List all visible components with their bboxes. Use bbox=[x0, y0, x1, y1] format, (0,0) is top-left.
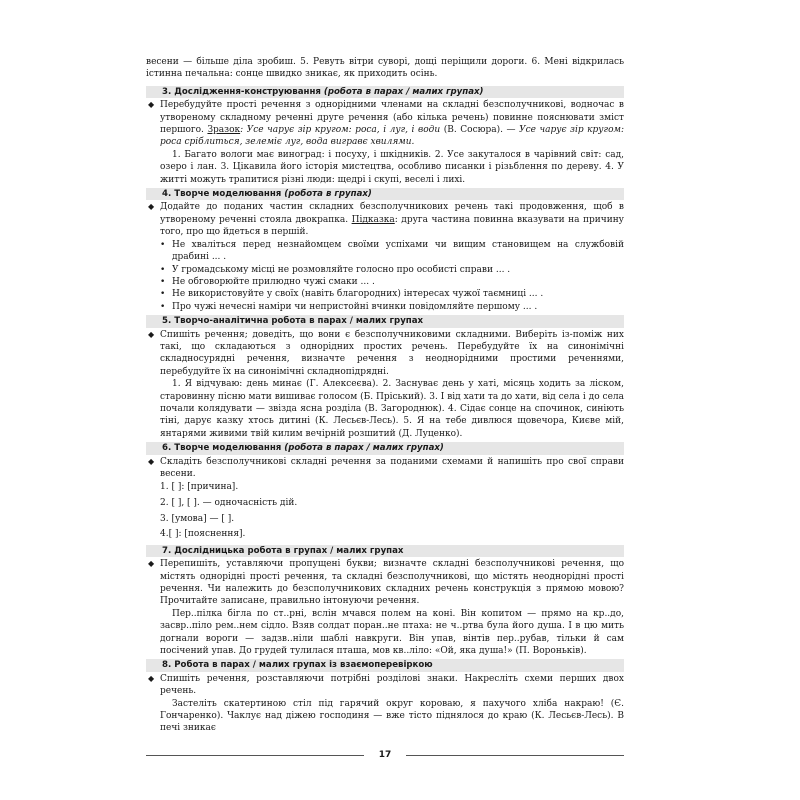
bullet-icon: • bbox=[160, 289, 166, 300]
diamond-bullet-icon: ◆ bbox=[148, 673, 155, 683]
schema-item: 3. [умова] — [ ]. bbox=[160, 513, 235, 524]
diamond-bullet-icon: ◆ bbox=[148, 100, 155, 110]
intro-paragraph: весени — більше діла зробиш. 5. Ревуть вітри суворі, дощі періщили дороги. 6. Мені відкрилась істинна печальна: сонце швидко зникає, як приходить осінь. bbox=[146, 57, 624, 80]
diamond-bullet-icon: ◆ bbox=[148, 329, 155, 339]
list-item: • Про чужі нечесні наміри чи непристойні вчинки повідомляйте першому ... . bbox=[160, 301, 538, 312]
section-3-exercise: 1. Багато вологи має виноград: і посуху, і шкідників. 2. Усе закуталося в чарівний світ: сад, озеро і лан. 3. Цікавила його історія мистецтва, особливо писанки і різьблення по дереву. 4. У житті можуть трапитися різні люди: щедрі і скупі, веселі і лихі. bbox=[160, 149, 624, 185]
section-6-instruction: Складіть безсполучникові складні речення за поданими схемами й напишіть про свої справи весени. bbox=[160, 456, 624, 479]
list-item: • У громадському місці не розмовляйте голосно про особисті справи ... . bbox=[160, 264, 511, 275]
bullet-icon: • bbox=[160, 239, 166, 250]
section-8-title: 8. Робота в парах / малих групах із взаємоперевіркою bbox=[162, 660, 433, 671]
section-8-heading bbox=[146, 659, 624, 671]
sample-text-2: Усе чарує зір кругом: роса сріблиться, зелеміє луг, вода вигравє хвилями. bbox=[160, 125, 624, 148]
sample-label: Зразок bbox=[207, 125, 241, 136]
section-3-instruction: Перебудуйте прості речення з однорідними членами на складні безсполучникові, водночас в утвореному складному реченні друге речення (або кілька речень) повинне пояснювати зміст першого. bbox=[160, 100, 624, 136]
schema-item: 1. [ ]: [причина]. bbox=[160, 482, 239, 493]
section-4-mode: (робота в групах) bbox=[284, 189, 372, 200]
section-5-heading bbox=[146, 315, 624, 327]
schema-item: 2. [ ], [ ]. — одночасність дій. bbox=[160, 498, 298, 508]
section-6 bbox=[146, 442, 624, 543]
schema-list bbox=[146, 480, 624, 542]
hint-text: : друга частина повинна вказувати на причину того, про що йдеться в першій. bbox=[160, 214, 624, 238]
section-6-title: 6. Творче моделювання bbox=[162, 443, 282, 454]
section-4-heading bbox=[146, 188, 624, 200]
section-5 bbox=[146, 315, 624, 440]
page-body bbox=[146, 56, 624, 768]
page-number: 17 bbox=[378, 750, 392, 760]
section-7-task bbox=[146, 558, 624, 657]
section-5-title: 5. Творчо-аналітична робота в парах / малих групах bbox=[162, 316, 424, 327]
list-item: • Не використовуйте у своїх (навіть благородних) інтересах чужої таємниці ... . bbox=[160, 289, 544, 300]
diamond-bullet-icon: ◆ bbox=[148, 456, 155, 466]
section-7-title: 7. Дослідницька робота в групах / малих групах bbox=[162, 545, 404, 556]
schema-item: 4.[ ]: [пояснення]. bbox=[160, 529, 246, 540]
section-5-exercise: 1. Я відчуваю: день минає (Г. Алексеєва). 2. Заснуває день у хаті, місяць ходить за ліском, старовинну пісню мати вишиває голосом (Б. Пріський). 3. І від хати та до хати, від села і до села почали колядувати — звізда ясна розділа (В. Загороднюк). 4. Сідає сонце на спочинок, синіють тіні, дарує казку хтось дитині (К. Лесьєв-Лесь). 5. Я на тебе дивлюся щовечора, Києве мій, янтарями живими твій килим вечірній розшитий (Д. Луценко). bbox=[160, 379, 624, 439]
section-4-list bbox=[146, 239, 624, 313]
section-4-task bbox=[146, 201, 624, 238]
diamond-bullet-icon: ◆ bbox=[148, 202, 155, 212]
diamond-bullet-icon: ◆ bbox=[148, 559, 155, 569]
page-footer bbox=[146, 748, 624, 762]
list-item: • Не обговорюйте прилюдно чужі смаки ... . bbox=[160, 276, 375, 287]
section-6-task bbox=[146, 456, 624, 481]
section-6-mode: (робота в парах / малих групах) bbox=[284, 443, 444, 454]
section-5-instruction: Спишіть речення; доведіть, що вони є безсполучниковими складними. Виберіть із-поміж них такі, що складаються з однорідних простих речень. Перебудуйте їх на синонімічні складносурядні речення, визначте речення з неоднорідними простими реченнями, перебудуйте їх на синонімічні складнопідрядні. bbox=[160, 329, 624, 377]
bullet-icon: • bbox=[160, 301, 166, 312]
section-3 bbox=[146, 86, 624, 186]
section-8-instruction: Спишіть речення, розставляючи потрібні розділові знаки. Накресліть схеми перших двох речень. bbox=[160, 673, 624, 697]
bullet-icon: • bbox=[160, 276, 166, 287]
sample-text: : Усе чарує зір кругом: роса, і луг, і води bbox=[240, 125, 441, 136]
section-7 bbox=[146, 545, 624, 658]
section-7-heading bbox=[146, 545, 624, 557]
section-4 bbox=[146, 188, 624, 313]
section-3-heading bbox=[146, 86, 624, 98]
section-3-title: 3. Дослідження-конструювання bbox=[162, 86, 321, 97]
bullet-icon: • bbox=[160, 264, 166, 275]
section-3-task bbox=[146, 99, 624, 186]
section-7-instruction: Перепишіть, уставляючи пропущені букви; визначте складні безсполучникові речення, що містять однорідні прості речення, та складні безсполучникові, що містять неоднорідні прості речення. Чи належить до безсполучникових складних речень конструкція з прямою мовою? Прочитайте записане, правильно інтонуючи речення. bbox=[160, 559, 624, 607]
hint-label: Підказка bbox=[351, 214, 395, 225]
section-3-mode: (робота в парах / малих групах) bbox=[323, 86, 484, 97]
section-8-exercise: Застеліть скатертиною стіл під гарячий округ короваю, я пахучого хліба накраю! (Є. Гончаренко). Чаклує над діжею господиня — вже тісто піднялося до краю (К. Лесьєв-Лесь). В печі зникає bbox=[160, 698, 624, 734]
list-item: • Не хваліться перед незнайомцем своїми успіхами чи вищим становищем на службовій драбині ... . bbox=[160, 239, 624, 263]
section-7-exercise: Пер..пілка бігла по ст..рні, вслін мчався полем на коні. Він копитом — прямо на кр..до, засвр..піло рем..нем сідло. Взяв солдат поран..не птаха: не ч..ртва була його душа. І в цю мить догнали вороги — задзв..ніли шаблі навкруги. Він упав, вінтів пер..рубав, тільки й сам посічений упав. До грудей тулилася пташа, мов кв..ліло: «Ой, яка душа!» (П. Вороньків). bbox=[160, 608, 624, 657]
section-4-instruction: Додайте до поданих частин складних безсполучникових речень такі продовження, щоб в утвореному реченні стояла двокрапка. bbox=[160, 202, 624, 225]
section-4-title: 4. Творче моделювання bbox=[162, 189, 282, 200]
section-8 bbox=[146, 659, 624, 734]
section-5-task bbox=[146, 329, 624, 441]
sample-author: (В. Сосюра). — bbox=[443, 125, 520, 136]
section-8-task bbox=[146, 673, 624, 735]
section-6-heading bbox=[146, 442, 624, 454]
footer-divider-right bbox=[406, 755, 624, 756]
